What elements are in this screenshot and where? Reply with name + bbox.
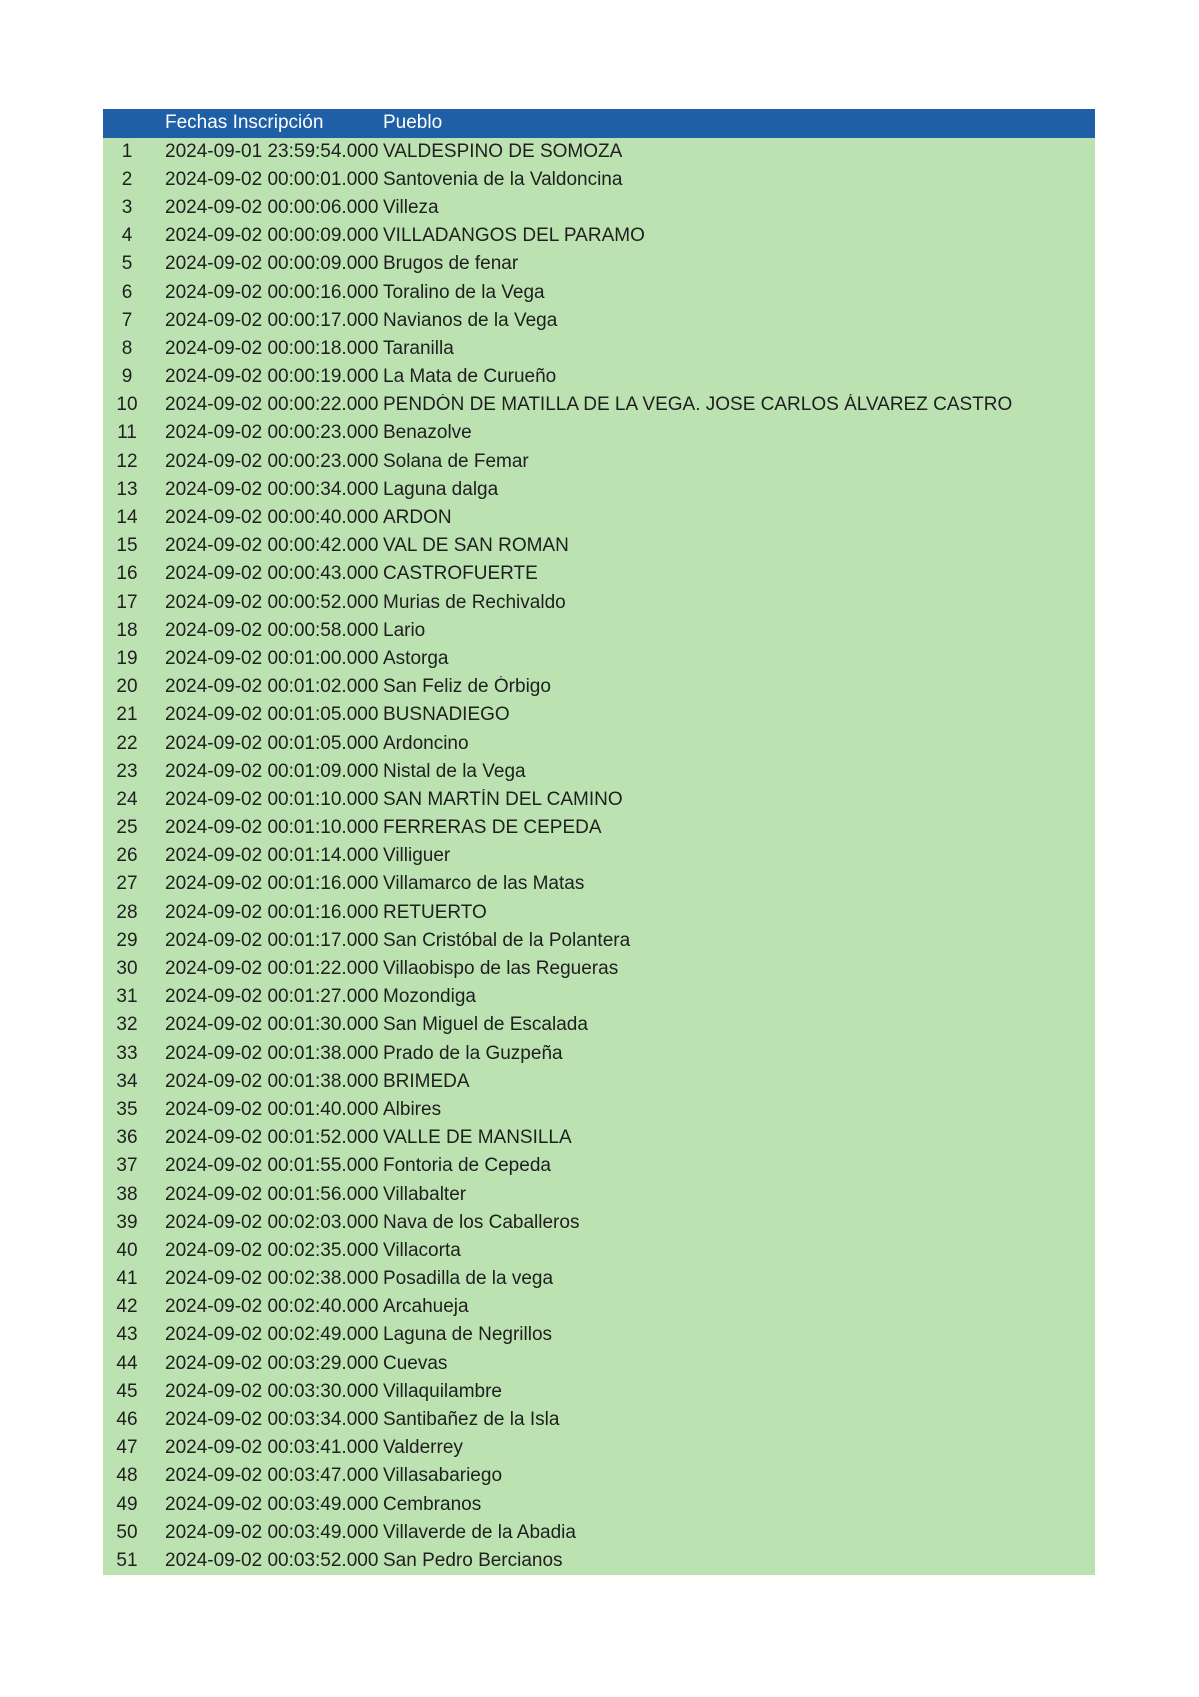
row-pueblo: San Cristóbal de la Polantera	[383, 929, 631, 951]
table-row	[103, 560, 1095, 588]
row-fecha-inscripcion: 2024-09-02 00:03:47.000	[165, 1465, 379, 1487]
row-index: 2	[121, 168, 133, 190]
table-row	[103, 222, 1095, 250]
row-index: 42	[116, 1296, 138, 1318]
table-row	[103, 1547, 1095, 1575]
row-pueblo: Santovenia de la Valdoncina	[383, 168, 623, 190]
row-fecha-inscripcion: 2024-09-02 00:02:49.000	[165, 1324, 379, 1346]
row-pueblo: Villaobispo de las Regueras	[383, 958, 619, 980]
row-fecha-inscripcion: 2024-09-02 00:01:10.000	[165, 788, 379, 810]
row-pueblo: PENDÓN DE MATILLA DE LA VEGA. JOSE CARLOS ÁLVAREZ CASTRO	[383, 394, 1013, 416]
table-row	[103, 1293, 1095, 1321]
row-index: 12	[116, 450, 138, 472]
row-pueblo: Valderrey	[383, 1437, 463, 1459]
row-fecha-inscripcion: 2024-09-02 00:01:52.000	[165, 1127, 379, 1149]
row-fecha-inscripcion: 2024-09-02 00:00:01.000	[165, 168, 379, 190]
table-body	[103, 138, 1095, 1576]
row-index: 27	[116, 873, 138, 895]
row-index: 8	[121, 337, 133, 359]
row-index: 25	[116, 817, 138, 839]
row-index: 46	[116, 1409, 138, 1431]
row-index: 48	[116, 1465, 138, 1487]
row-fecha-inscripcion: 2024-09-02 00:01:17.000	[165, 929, 379, 951]
row-pueblo: VAL DE SAN ROMAN	[383, 535, 569, 557]
row-index: 32	[116, 1014, 138, 1036]
row-fecha-inscripcion: 2024-09-02 00:01:14.000	[165, 845, 379, 867]
row-pueblo: Benazolve	[383, 422, 472, 444]
table-row	[103, 419, 1095, 447]
table-row	[103, 899, 1095, 927]
table-row	[103, 278, 1095, 306]
row-fecha-inscripcion: 2024-09-02 00:03:29.000	[165, 1352, 379, 1374]
row-index: 43	[116, 1324, 138, 1346]
table-row	[103, 758, 1095, 786]
row-pueblo: Nistal de la Vega	[383, 760, 526, 782]
row-fecha-inscripcion: 2024-09-02 00:01:16.000	[165, 873, 379, 895]
row-pueblo: Cembranos	[383, 1493, 482, 1515]
row-pueblo: Taranilla	[383, 337, 454, 359]
row-index: 26	[116, 845, 138, 867]
row-fecha-inscripcion: 2024-09-02 00:01:09.000	[165, 760, 379, 782]
table-row	[103, 729, 1095, 757]
row-index: 35	[116, 1098, 138, 1120]
row-fecha-inscripcion: 2024-09-02 00:02:03.000	[165, 1211, 379, 1233]
row-fecha-inscripcion: 2024-09-02 00:01:05.000	[165, 732, 379, 754]
table-row	[103, 307, 1095, 335]
row-index: 44	[116, 1352, 138, 1374]
row-fecha-inscripcion: 2024-09-02 00:02:38.000	[165, 1268, 379, 1290]
row-fecha-inscripcion: 2024-09-02 00:01:02.000	[165, 676, 379, 698]
row-pueblo: FERRERAS DE CEPEDA	[383, 817, 602, 839]
row-index: 5	[121, 253, 133, 275]
table-row	[103, 250, 1095, 278]
row-pueblo: Villiguer	[383, 845, 451, 867]
row-fecha-inscripcion: 2024-09-02 00:03:41.000	[165, 1437, 379, 1459]
row-index: 7	[121, 309, 133, 331]
row-index: 33	[116, 1042, 138, 1064]
row-index: 16	[116, 563, 138, 585]
row-fecha-inscripcion: 2024-09-02 00:00:23.000	[165, 422, 379, 444]
row-fecha-inscripcion: 2024-09-02 00:03:52.000	[165, 1549, 379, 1571]
table-header-row	[103, 109, 1095, 138]
row-fecha-inscripcion: 2024-09-02 00:00:34.000	[165, 478, 379, 500]
row-pueblo: Toralino de la Vega	[383, 281, 545, 303]
row-index: 37	[116, 1155, 138, 1177]
table-row	[103, 589, 1095, 617]
row-fecha-inscripcion: 2024-09-02 00:01:30.000	[165, 1014, 379, 1036]
row-pueblo: Solana de Femar	[383, 450, 529, 472]
row-fecha-inscripcion: 2024-09-02 00:00:22.000	[165, 394, 379, 416]
row-index: 14	[116, 507, 138, 529]
row-index: 24	[116, 788, 138, 810]
row-fecha-inscripcion: 2024-09-02 00:01:27.000	[165, 986, 379, 1008]
row-fecha-inscripcion: 2024-09-02 00:00:40.000	[165, 507, 379, 529]
row-fecha-inscripcion: 2024-09-02 00:01:00.000	[165, 647, 379, 669]
table-row	[103, 391, 1095, 419]
row-fecha-inscripcion: 2024-09-02 00:00:52.000	[165, 591, 379, 613]
table-row	[103, 814, 1095, 842]
row-pueblo: BRIMEDA	[383, 1070, 470, 1092]
row-fecha-inscripcion: 2024-09-02 00:01:10.000	[165, 817, 379, 839]
table-row	[103, 1040, 1095, 1068]
table-row	[103, 1124, 1095, 1152]
row-pueblo: Villamarco de las Matas	[383, 873, 585, 895]
row-fecha-inscripcion: 2024-09-02 00:00:06.000	[165, 196, 379, 218]
table-row	[103, 1491, 1095, 1519]
row-index: 9	[121, 366, 133, 388]
table-row	[103, 1265, 1095, 1293]
table-row	[103, 1519, 1095, 1547]
row-fecha-inscripcion: 2024-09-02 00:00:42.000	[165, 535, 379, 557]
row-index: 41	[116, 1268, 138, 1290]
row-index: 3	[121, 196, 133, 218]
table-row	[103, 786, 1095, 814]
row-pueblo: Villaverde de la Abadia	[383, 1521, 576, 1543]
table-row	[103, 448, 1095, 476]
row-pueblo: Laguna dalga	[383, 478, 499, 500]
table-row	[103, 1209, 1095, 1237]
registration-table	[103, 109, 1095, 1575]
row-fecha-inscripcion: 2024-09-02 00:00:19.000	[165, 366, 379, 388]
row-pueblo: Santibañez de la Isla	[383, 1409, 560, 1431]
row-index: 39	[116, 1211, 138, 1233]
table-row	[103, 166, 1095, 194]
row-fecha-inscripcion: 2024-09-02 00:00:16.000	[165, 281, 379, 303]
row-fecha-inscripcion: 2024-09-02 00:00:58.000	[165, 619, 379, 641]
row-pueblo: VALDESPINO DE SOMOZA	[383, 140, 623, 162]
row-index: 34	[116, 1070, 138, 1092]
row-pueblo: La Mata de Curueño	[383, 366, 557, 388]
table-row	[103, 617, 1095, 645]
row-index: 13	[116, 478, 138, 500]
row-index: 6	[121, 281, 133, 303]
row-pueblo: Villeza	[383, 196, 439, 218]
row-index: 20	[116, 676, 138, 698]
row-index: 22	[116, 732, 138, 754]
table-row	[103, 645, 1095, 673]
row-fecha-inscripcion: 2024-09-02 00:03:49.000	[165, 1493, 379, 1515]
row-pueblo: VALLE DE MANSILLA	[383, 1127, 572, 1149]
row-index: 36	[116, 1127, 138, 1149]
table-row	[103, 1152, 1095, 1180]
row-fecha-inscripcion: 2024-09-02 00:03:34.000	[165, 1409, 379, 1431]
row-index: 23	[116, 760, 138, 782]
table-row	[103, 842, 1095, 870]
table-row	[103, 532, 1095, 560]
row-index: 45	[116, 1380, 138, 1402]
row-pueblo: RETUERTO	[383, 901, 487, 923]
row-pueblo: Posadilla de la vega	[383, 1268, 554, 1290]
row-pueblo: Navianos de la Vega	[383, 309, 558, 331]
table-row	[103, 1096, 1095, 1124]
row-pueblo: San Miguel de Escalada	[383, 1014, 588, 1036]
row-fecha-inscripcion: 2024-09-02 00:01:55.000	[165, 1155, 379, 1177]
table-row	[103, 870, 1095, 898]
row-index: 29	[116, 929, 138, 951]
row-index: 4	[121, 225, 133, 247]
table-row	[103, 1350, 1095, 1378]
row-fecha-inscripcion: 2024-09-02 00:00:17.000	[165, 309, 379, 331]
header-pueblo: Pueblo	[383, 112, 443, 134]
table-row	[103, 955, 1095, 983]
row-fecha-inscripcion: 2024-09-02 00:01:22.000	[165, 958, 379, 980]
row-fecha-inscripcion: 2024-09-02 00:00:09.000	[165, 253, 379, 275]
row-index: 31	[116, 986, 138, 1008]
row-fecha-inscripcion: 2024-09-02 00:01:05.000	[165, 704, 379, 726]
table-row	[103, 1321, 1095, 1349]
table-row	[103, 673, 1095, 701]
row-fecha-inscripcion: 2024-09-02 00:03:49.000	[165, 1521, 379, 1543]
row-pueblo: Villacorta	[383, 1239, 461, 1261]
row-index: 28	[116, 901, 138, 923]
row-index: 15	[116, 535, 138, 557]
row-fecha-inscripcion: 2024-09-02 00:03:30.000	[165, 1380, 379, 1402]
row-fecha-inscripcion: 2024-09-02 00:01:16.000	[165, 901, 379, 923]
table-row	[103, 1462, 1095, 1490]
row-pueblo: Laguna de Negrillos	[383, 1324, 553, 1346]
table-row	[103, 927, 1095, 955]
table-row	[103, 363, 1095, 391]
table-row	[103, 1378, 1095, 1406]
row-index: 11	[117, 422, 137, 444]
row-fecha-inscripcion: 2024-09-02 00:02:40.000	[165, 1296, 379, 1318]
row-pueblo: Albires	[383, 1098, 442, 1120]
row-index: 18	[116, 619, 138, 641]
row-fecha-inscripcion: 2024-09-02 00:00:18.000	[165, 337, 379, 359]
table-row	[103, 138, 1095, 166]
table-row	[103, 1180, 1095, 1208]
row-pueblo: Nava de los Caballeros	[383, 1211, 580, 1233]
row-index: 47	[116, 1437, 138, 1459]
row-pueblo: CASTROFUERTE	[383, 563, 538, 585]
row-index: 30	[116, 958, 138, 980]
row-pueblo: Arcahueja	[383, 1296, 469, 1318]
row-pueblo: Fontoria de Cepeda	[383, 1155, 551, 1177]
row-pueblo: Murias de Rechivaldo	[383, 591, 566, 613]
row-pueblo: Cuevas	[383, 1352, 448, 1374]
row-index: 38	[116, 1183, 138, 1205]
table-row	[103, 476, 1095, 504]
table-row	[103, 504, 1095, 532]
table-row	[103, 1011, 1095, 1039]
row-index: 21	[116, 704, 138, 726]
row-fecha-inscripcion: 2024-09-02 00:00:09.000	[165, 225, 379, 247]
row-pueblo: SAN MARTÍN DEL CAMINO	[383, 788, 623, 810]
row-pueblo: Villasabariego	[383, 1465, 503, 1487]
row-index: 10	[116, 394, 138, 416]
row-pueblo: Astorga	[383, 647, 449, 669]
row-index: 19	[116, 647, 138, 669]
row-pueblo: Prado de la Guzpeña	[383, 1042, 563, 1064]
table-row	[103, 335, 1095, 363]
table-row	[103, 1237, 1095, 1265]
row-pueblo: Villabalter	[383, 1183, 467, 1205]
table-row	[103, 194, 1095, 222]
row-pueblo: ARDON	[383, 507, 452, 529]
row-pueblo: Brugos de fenar	[383, 253, 519, 275]
row-fecha-inscripcion: 2024-09-02 00:01:38.000	[165, 1070, 379, 1092]
row-index: 40	[116, 1239, 138, 1261]
row-fecha-inscripcion: 2024-09-02 00:00:23.000	[165, 450, 379, 472]
table-row	[103, 983, 1095, 1011]
row-index: 17	[116, 591, 138, 613]
row-fecha-inscripcion: 2024-09-02 00:02:35.000	[165, 1239, 379, 1261]
row-pueblo: Lario	[383, 619, 426, 641]
row-fecha-inscripcion: 2024-09-02 00:01:56.000	[165, 1183, 379, 1205]
table-row	[103, 1406, 1095, 1434]
header-fechas-inscripcion: Fechas Inscripción	[165, 112, 324, 134]
row-index: 1	[121, 140, 133, 162]
row-pueblo: Ardoncino	[383, 732, 469, 754]
row-pueblo: Mozondiga	[383, 986, 476, 1008]
table-row	[103, 1434, 1095, 1462]
row-fecha-inscripcion: 2024-09-02 00:01:38.000	[165, 1042, 379, 1064]
row-pueblo: Villaquilambre	[383, 1380, 502, 1402]
row-fecha-inscripcion: 2024-09-02 00:00:43.000	[165, 563, 379, 585]
row-pueblo: BUSNADIEGO	[383, 704, 510, 726]
row-index: 51	[116, 1549, 138, 1571]
table-row	[103, 1068, 1095, 1096]
row-fecha-inscripcion: 2024-09-02 00:01:40.000	[165, 1098, 379, 1120]
row-pueblo: San Pedro Bercianos	[383, 1549, 563, 1571]
table-row	[103, 701, 1095, 729]
row-pueblo: VILLADANGOS DEL PARAMO	[383, 225, 645, 247]
row-pueblo: San Feliz de Órbigo	[383, 676, 551, 698]
row-index: 49	[116, 1493, 138, 1515]
row-fecha-inscripcion: 2024-09-01 23:59:54.000	[165, 140, 379, 162]
row-index: 50	[116, 1521, 138, 1543]
